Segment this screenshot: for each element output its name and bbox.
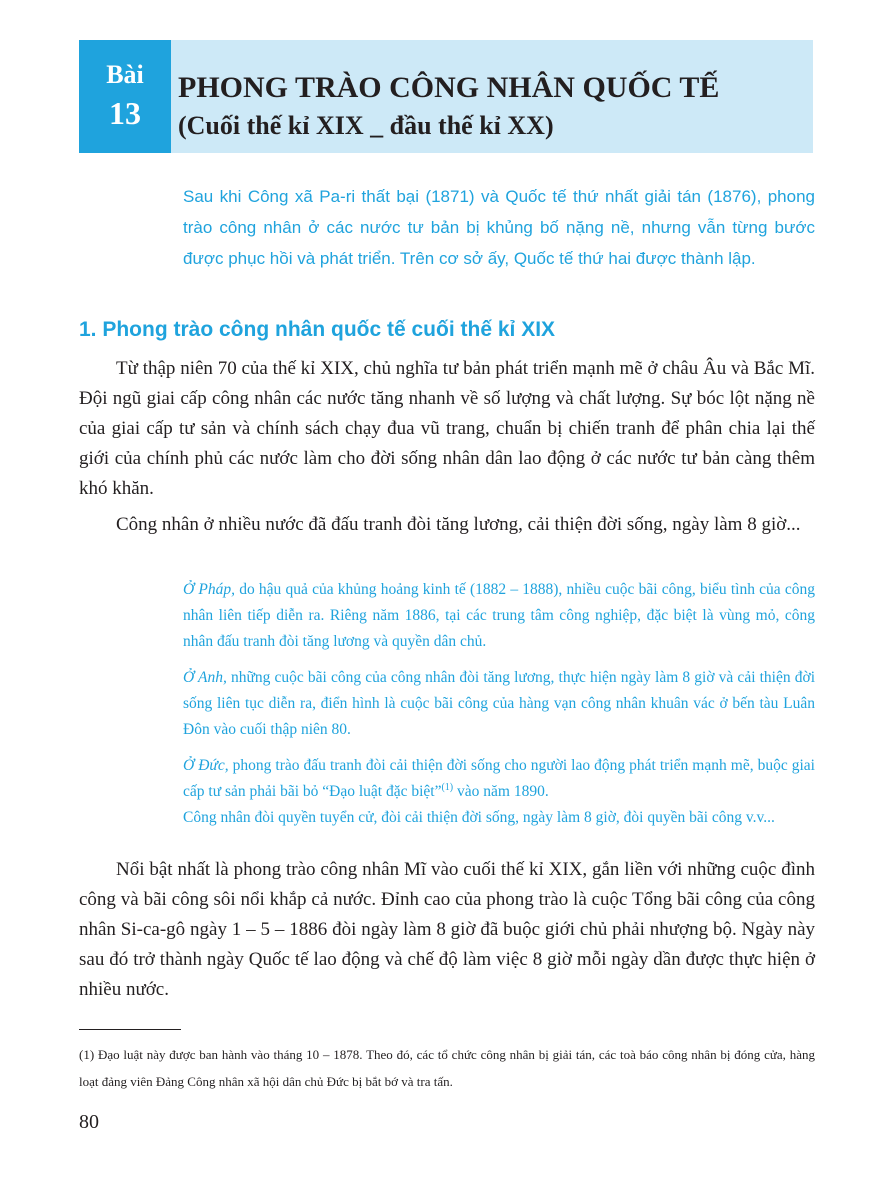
quote-germany-text-a: phong trào đấu tranh đòi cải thiện đời sống cho người lao động phát triển mạnh mẽ, buộc giai cấp tư sản phải bãi bỏ “Đạo luật đặc biệt” — [183, 757, 815, 800]
body-paragraph-2: Công nhân ở nhiều nước đã đấu tranh đòi tăng lương, cải thiện đời sống, ngày làm 8 giờ... — [116, 514, 801, 535]
quote-germany — [183, 753, 815, 805]
lesson-label: Bài — [106, 60, 144, 89]
section-heading: 1. Phong trào công nhân quốc tế cuối thế kỉ XIX — [79, 318, 556, 341]
quote-france — [183, 577, 815, 655]
page-subtitle: (Cuối thế kỉ XIX _ đầu thế kỉ XX) — [178, 111, 554, 140]
lesson-number: 13 — [109, 95, 141, 131]
body-paragraph-1: Từ thập niên 70 của thế kỉ XIX, chủ nghĩa tư bản phát triển mạnh mẽ ở châu Âu và Bắc Mĩ. Đội ngũ giai cấp công nhân các nước tăng nhanh về số lượng và chất lượng. Sự bóc lột nặng nề của giai cấp tư sản và chính sách chạy đua vũ trang, chuẩn bị chiến tranh để phân chia lại thế giới của chính phủ các nước làm cho đời sống nhân dân lao động ở các nước tư bản càng thêm khó khăn. — [79, 358, 815, 499]
lesson-badge — [79, 40, 171, 153]
quote-germany-lead: Ở Đức, — [183, 757, 229, 774]
quote-germany-text-b: vào năm 1890. — [453, 783, 549, 800]
footnote-ref: (1) — [441, 781, 454, 793]
quote-england — [183, 665, 815, 743]
page-title: PHONG TRÀO CÔNG NHÂN QUỐC TẾ — [178, 71, 720, 104]
footnote-divider — [79, 1029, 181, 1030]
intro-paragraph: Sau khi Công xã Pa-ri thất bại (1871) và Quốc tế thứ nhất giải tán (1876), phong trào công nhân ở các nước tư bản bị khủng bố nặng nề, nhưng vẫn từng bước được phục hồi và phát triển. Trên cơ sở ấy, Quốc tế thứ hai được thành lập. — [183, 187, 815, 268]
quote-germany-cont: Công nhân đòi quyền tuyển cử, đòi cải thiện đời sống, ngày làm 8 giờ, đòi quyền bãi công v.v... — [183, 809, 775, 826]
footnote: (1) Đạo luật này được ban hành vào tháng 10 – 1878. Theo đó, các tổ chức công nhân bị giải tán, các toà báo công nhân bị đóng cửa, hàng loạt đảng viên Đảng Công nhân xã hội dân chủ Đức bị bắt bớ và tra tấn. — [79, 1047, 815, 1089]
quote-england-text: những cuộc bãi công của công nhân đòi tăng lương, thực hiện ngày làm 8 giờ và cải thiện đời sống liên tục diễn ra, điển hình là cuộc bãi công của hàng vạn công nhân khuân vác ở bến tàu Luân Đôn vào cuối thập niên 80. — [183, 669, 815, 738]
quote-france-text: do hậu quả của khủng hoảng kinh tế (1882 – 1888), nhiều cuộc bãi công, biểu tình của công nhân liên tiếp diễn ra. Riêng năm 1886, tại các trung tâm công nghiệp, đặc biệt là vùng mỏ, công nhân đấu tranh đòi tăng lương và quyền dân chủ. — [183, 581, 815, 650]
quote-france-lead: Ở Pháp, — [183, 581, 235, 598]
page-number: 80 — [79, 1111, 99, 1133]
quote-england-lead: Ở Anh, — [183, 669, 227, 686]
quote-block — [183, 577, 815, 841]
body-paragraph-3: Nổi bật nhất là phong trào công nhân Mĩ vào cuối thế kỉ XIX, gắn liền với những cuộc đình công và bãi công sôi nổi khắp cả nước. Đỉnh cao của phong trào là cuộc Tổng bãi công của công nhân Si-ca-gô ngày 1 – 5 – 1886 đòi ngày làm 8 giờ đã buộc giới chủ phải nhượng bộ. Ngày này sau đó trở thành ngày Quốc tế lao động và chế độ làm việc 8 giờ mỗi ngày dần được thực hiện ở nhiều nước. — [79, 859, 815, 1000]
